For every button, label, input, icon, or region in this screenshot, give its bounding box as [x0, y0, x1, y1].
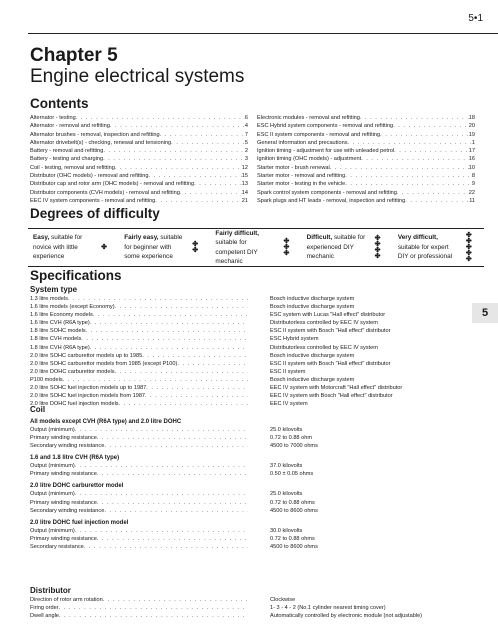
difficulty-level: [302, 229, 393, 266]
spec-leader-dots: [90, 344, 248, 352]
spec-value: Bosch inductive discharge system: [270, 304, 355, 311]
spanner-icon: ✤: [465, 249, 472, 257]
spec-leader-dots: [93, 311, 248, 319]
toc-entry-label: Alternator - testing: [30, 115, 76, 121]
spec-key: Secondary winding resistance: [30, 443, 105, 450]
toc-entry: [30, 122, 248, 130]
difficulty-name: Easy,: [33, 234, 50, 242]
spec-value: 4500 to 7000 ohms: [270, 443, 318, 450]
spec-leader-dots: [97, 499, 248, 507]
spec-value: 0.72 to 0.88 ohm: [270, 435, 312, 442]
contents-right-column: [257, 114, 475, 205]
spec-key: 2.0 litre SOHC carburettor models up to 1985: [30, 352, 143, 359]
toc-leader-dots: [345, 172, 472, 180]
toc-leader-dots: [345, 180, 472, 188]
toc-entry-page: 22: [468, 189, 475, 196]
toc-entry-label: Battery - removal and refitting: [30, 148, 104, 155]
spanner-rating: [186, 242, 204, 254]
chapter-title: Engine electrical systems: [30, 66, 245, 87]
toc-entry-label: General information and precautions: [257, 139, 348, 146]
spec-leader-dots: [75, 462, 248, 470]
spec-key: 1.6 litre Economy models: [30, 312, 93, 319]
spec-key: 1.3 litre models: [30, 296, 68, 302]
difficulty-level: [210, 229, 301, 266]
difficulty-level: [119, 229, 210, 266]
toc-entry-page: 7: [244, 131, 248, 138]
difficulty-detail: suitable for competent DIY mechanic: [215, 239, 258, 265]
spec-row: [30, 527, 470, 535]
toc-entry: [30, 147, 248, 155]
difficulty-description: [215, 229, 275, 267]
toc-leader-dots: [155, 197, 241, 205]
spec-key-cell: [30, 596, 248, 604]
spec-leader-dots: [103, 596, 248, 604]
spec-value: 0.50 ± 0.05 ohms: [270, 471, 314, 478]
spanner-icon: ✤: [374, 246, 381, 254]
spec-row: [30, 462, 470, 470]
spec-value: 0.72 to 0.88 ohms: [270, 499, 315, 506]
spec-leader-dots: [84, 543, 248, 551]
spec-row: [30, 295, 470, 303]
toc-entry-label: Spark control system components - removal and refitting: [257, 189, 397, 196]
toc-leader-dots: [160, 131, 245, 139]
spec-row: [30, 490, 470, 498]
spec-key-cell: [30, 344, 248, 352]
distributor-heading: Distributor: [30, 586, 71, 595]
spec-key: Output (minimum): [30, 527, 75, 534]
difficulty-name: Fairly easy,: [124, 234, 159, 242]
toc-entry-page: 8: [471, 173, 475, 180]
spec-key-cell: [30, 360, 248, 368]
spec-value: Distributorless controlled by EEC IV system: [270, 344, 378, 351]
spec-value: ESC II system: [270, 368, 306, 375]
toc-entry-label: Starter motor - removal and refitting: [257, 173, 346, 180]
difficulty-detail: suitable for expert DIY or professional: [397, 243, 453, 261]
difficulty-heading: Degrees of difficulty: [30, 206, 160, 221]
spec-value: 0.72 to 0.88 ohms: [270, 535, 315, 542]
toc-entry-label: Distributor components (CVH models) - removal and refitting: [30, 189, 180, 196]
spec-row: [30, 392, 470, 400]
spec-key-cell: [30, 499, 248, 507]
spec-key-cell: [30, 462, 248, 470]
spec-key: P100 models: [30, 376, 63, 383]
chapter-label: Chapter 5: [30, 45, 118, 66]
toc-entry: [257, 197, 475, 205]
spec-key-cell: [30, 392, 248, 400]
spec-row: [30, 352, 470, 360]
toc-leader-dots: [194, 180, 242, 188]
toc-entry-label: Electronic modules - removal and refitting: [257, 115, 360, 121]
spec-key-cell: [30, 434, 248, 442]
toc-leader-dots: [380, 131, 469, 139]
toc-entry: [257, 172, 475, 180]
toc-leader-dots: [405, 197, 469, 205]
toc-entry: [257, 164, 475, 172]
toc-entry-page: 14: [241, 189, 248, 196]
toc-leader-dots: [330, 164, 469, 172]
toc-entry: [257, 189, 475, 197]
spec-key-cell: [30, 319, 248, 327]
toc-leader-dots: [361, 155, 469, 163]
spec-leader-dots: [97, 434, 248, 442]
spanner-icon: ✤: [465, 243, 472, 251]
spec-value: 4500 to 8600 ohms: [270, 507, 318, 514]
spanner-icon: ✤: [465, 231, 472, 239]
spec-leader-dots: [145, 392, 248, 400]
spec-value: ESC system with Lucas "Hall effect" distributor: [270, 312, 386, 319]
toc-entry-label: Battery - testing and charging: [30, 156, 104, 163]
spanner-rating: [95, 245, 113, 251]
spec-row: [30, 442, 470, 450]
difficulty-name: Fairly difficult,: [215, 229, 260, 237]
toc-entry: [257, 155, 475, 163]
system-type-heading: System type: [30, 285, 78, 294]
spec-row: [30, 535, 470, 543]
spec-key-cell: [30, 303, 248, 311]
spec-leader-dots: [90, 319, 248, 327]
spec-value: ESC Hybrid system: [270, 336, 319, 343]
toc-entry-label: Distributor cap and rotor arm (OHC models) - removal and refitting: [30, 181, 195, 188]
toc-entry-label: Alternator - removal and refitting: [30, 123, 110, 130]
toc-entry: [257, 139, 475, 147]
spec-key-cell: [30, 295, 248, 303]
spec-row: [30, 543, 470, 551]
toc-entry: [30, 189, 248, 197]
spec-value: Bosch inductive discharge system: [270, 296, 355, 302]
toc-leader-dots: [76, 114, 245, 122]
toc-entry-page: 6: [244, 115, 248, 121]
difficulty-level: [28, 229, 119, 266]
toc-entry-label: ESC Hybrid system components - removal and refitting: [257, 123, 394, 130]
toc-entry-page: 4: [244, 123, 248, 130]
spec-leader-dots: [97, 470, 248, 478]
toc-entry: [257, 180, 475, 188]
coil-group-title: 2.0 litre DOHC fuel injection model: [30, 519, 129, 526]
toc-entry-page: 15: [241, 173, 248, 180]
toc-entry-label: Ignition timing (OHC models) - adjustment: [257, 156, 362, 163]
difficulty-description: [307, 233, 367, 262]
spanner-rating: [460, 233, 478, 263]
toc-entry-label: Spark plugs and HT leads - removal, inspection and refitting: [257, 197, 406, 204]
spec-key-cell: [30, 543, 248, 551]
spec-row: [30, 311, 470, 319]
toc-entry-page: 17: [468, 148, 475, 155]
spec-value: ESC II system with Bosch "Hall effect" distributor: [270, 360, 391, 367]
spanner-icon: ✤: [283, 243, 290, 251]
spec-value: Bosch inductive discharge system: [270, 352, 355, 359]
toc-entry-page: 3: [244, 156, 248, 163]
spec-row: [30, 360, 470, 368]
spec-leader-dots: [86, 327, 248, 335]
spec-value: 25.0 kilovolts: [270, 427, 303, 433]
toc-entry-page: 1: [471, 139, 475, 146]
spec-key: 1.8 litre CVH (R6A type): [30, 344, 90, 351]
spec-leader-dots: [75, 527, 248, 535]
spec-value: 30.0 kilovolts: [270, 527, 303, 534]
spanner-icon: ✤: [283, 237, 290, 245]
spec-row: [30, 434, 470, 442]
toc-entry-label: Ignition timing - adjustment for use with unleaded petrol: [257, 148, 395, 155]
spec-value: Automatically controlled by electronic module (not adjustable): [270, 613, 423, 620]
spec-value: Clockwise: [270, 597, 296, 603]
spec-key: Primary winding resistance: [30, 435, 97, 442]
toc-leader-dots: [397, 189, 469, 197]
spec-row: [30, 612, 470, 620]
toc-entry-label: Starter motor - testing in the vehicle: [257, 181, 346, 188]
toc-leader-dots: [180, 189, 242, 197]
spec-key: Firing order: [30, 605, 59, 612]
toc-leader-dots: [348, 139, 472, 147]
system-type-section: [30, 282, 470, 408]
toc-entry: [30, 164, 248, 172]
spec-key-cell: [30, 470, 248, 478]
coil-group-title: All models except CVH (R6A type) and 2.0 litre DOHC: [30, 419, 182, 425]
toc-entry-label: Starter motor - brush renewal: [257, 164, 330, 171]
spec-value: EEC IV system with Motorcraft "Hall effect" distributor: [270, 385, 403, 392]
toc-leader-dots: [360, 114, 469, 122]
spec-key: Dwell angle: [30, 613, 59, 620]
coil-heading: Coil: [30, 405, 46, 414]
spec-key-cell: [30, 490, 248, 498]
spec-key-cell: [30, 604, 248, 612]
difficulty-detail: suitable for novice with little experience: [33, 234, 83, 261]
difficulty-description: [398, 233, 458, 262]
spec-leader-dots: [75, 426, 248, 434]
header-rule: [28, 33, 498, 34]
difficulty-description: [124, 233, 184, 262]
spec-value: EEC IV system with Bosch "Hall effect" distributor: [270, 393, 393, 400]
spec-row: [30, 327, 470, 335]
difficulty-detail: suitable for experienced DIY mechanic: [306, 234, 366, 261]
spec-key-cell: [30, 384, 248, 392]
spec-leader-dots: [146, 384, 248, 392]
spec-value: 25.0 kilovolts: [270, 491, 303, 498]
spec-leader-dots: [104, 442, 248, 450]
difficulty-description: [33, 233, 93, 262]
toc-entry-label: Alternator drivebelt(s) - checking, renewal and tensioning: [30, 139, 172, 146]
spec-leader-dots: [177, 360, 248, 368]
toc-entry-page: 21: [241, 197, 248, 204]
toc-leader-dots: [103, 147, 245, 155]
spanner-icon: ✤: [374, 240, 381, 248]
difficulty-name: Very difficult,: [397, 234, 438, 242]
toc-entry: [257, 114, 475, 122]
toc-leader-dots: [148, 172, 241, 180]
coil-group-title: 2.0 litre DOHC carburettor model: [30, 483, 124, 490]
toc-leader-dots: [171, 139, 245, 147]
spec-value: 37.0 kilovolts: [270, 463, 303, 470]
spec-value: Bosch inductive discharge system: [270, 376, 355, 383]
spec-row: [30, 344, 470, 352]
toc-entry-page: 12: [241, 164, 248, 171]
spec-leader-dots: [142, 352, 248, 360]
spec-value: 4500 to 8600 ohms: [270, 543, 318, 550]
spec-key-cell: [30, 352, 248, 360]
spec-row: [30, 596, 470, 604]
toc-entry-label: EEC IV system components - removal and refitting: [30, 197, 156, 204]
toc-entry: [30, 155, 248, 163]
spec-leader-dots: [63, 376, 248, 384]
toc-entry: [257, 147, 475, 155]
toc-entry-page: 18: [468, 115, 475, 121]
page-number: 5•1: [468, 13, 483, 24]
spec-leader-dots: [115, 303, 248, 311]
spec-value: EEC IV system: [270, 401, 308, 408]
spanner-rating: [277, 239, 295, 257]
spanner-icon: ✤: [465, 237, 472, 245]
toc-entry: [30, 131, 248, 139]
difficulty-table: [28, 228, 484, 267]
toc-entry-label: ESC II system components - removal and refitting: [257, 131, 381, 138]
toc-leader-dots: [103, 155, 245, 163]
spec-key: Output (minimum): [30, 491, 75, 498]
spec-key-cell: [30, 535, 248, 543]
spec-key: Output (minimum): [30, 427, 75, 433]
spec-row: [30, 335, 470, 343]
spec-key-cell: [30, 311, 248, 319]
spec-row: [30, 303, 470, 311]
toc-entry-page: 16: [468, 156, 475, 163]
coil-group-title: 1.6 and 1.8 litre CVH (R6A type): [30, 455, 120, 462]
spec-key: 1.8 litre CVH models: [30, 336, 82, 343]
toc-leader-dots: [393, 122, 469, 130]
difficulty-detail: suitable for beginner with some experience: [124, 234, 183, 261]
toc-entry-page: 19: [468, 131, 475, 138]
spec-key: 1.8 litre SOHC models: [30, 328, 86, 335]
spec-row: [30, 426, 470, 434]
spec-key-cell: [30, 527, 248, 535]
toc-entry-page: 2: [244, 148, 248, 155]
spanner-icon: ✤: [374, 234, 381, 242]
toc-entry: [30, 139, 248, 147]
contents-left-column: [30, 114, 248, 205]
spec-leader-dots: [75, 490, 248, 498]
specifications-heading: Specifications: [30, 268, 122, 283]
spec-key: Secondary winding resistance: [30, 507, 105, 514]
spec-key: Output (minimum): [30, 463, 75, 470]
spec-key: 1.6 litre CVH (R6A type): [30, 320, 90, 327]
distributor-section: [30, 583, 470, 620]
spec-key: Direction of rotor arm rotation: [30, 597, 103, 603]
toc-entry: [257, 122, 475, 130]
spec-leader-dots: [97, 535, 248, 543]
spec-row: [30, 507, 470, 515]
toc-entry-page: 10: [468, 164, 475, 171]
toc-entry-label: Coil - testing, removal and refitting: [30, 164, 115, 171]
spec-row: [30, 368, 470, 376]
spec-value: 1- 3 - 4 - 2 (No.1 cylinder nearest timing cover): [270, 605, 386, 612]
toc-entry-page: 11: [469, 197, 475, 204]
toc-entry: [30, 172, 248, 180]
spec-key-cell: [30, 376, 248, 384]
spanner-icon: ✤: [101, 243, 107, 251]
difficulty-level: [393, 229, 484, 266]
toc-entry: [30, 197, 248, 205]
spec-key: Primary winding resistance: [30, 535, 97, 542]
spanner-icon: ✤: [192, 246, 199, 254]
toc-entry: [30, 114, 248, 122]
spec-key-cell: [30, 335, 248, 343]
toc-entry-label: Alternator brushes - removal, inspection and refitting: [30, 131, 160, 138]
toc-entry-page: 9: [471, 181, 475, 188]
toc-entry-label: Distributor (OHC models) - removal and refitting: [30, 173, 149, 180]
contents-heading: Contents: [30, 96, 89, 111]
spanner-icon: ✤: [465, 255, 472, 263]
spec-key-cell: [30, 507, 248, 515]
spec-row: [30, 604, 470, 612]
coil-section: [30, 402, 470, 551]
spec-key-cell: [30, 327, 248, 335]
spec-row: [30, 384, 470, 392]
spec-key-cell: [30, 368, 248, 376]
spec-row: [30, 470, 470, 478]
spanner-icon: ✤: [374, 252, 381, 260]
toc-leader-dots: [394, 147, 469, 155]
toc-entry-page: 5: [244, 139, 248, 146]
spanner-rating: [369, 236, 387, 260]
spec-row: [30, 319, 470, 327]
chapter-tab: 5: [472, 303, 498, 323]
spec-key: 2.0 litre SOHC fuel injection models from 1987: [30, 393, 146, 400]
toc-leader-dots: [110, 122, 245, 130]
toc-entry: [257, 131, 475, 139]
spec-key: 2.0 litre DOHC carburettor models: [30, 368, 115, 375]
spec-value: ESC II system with Bosch "Hall effect" distributor: [270, 328, 391, 335]
spec-key: 2.0 litre SOHC fuel injection models up to 1987: [30, 385, 147, 392]
spec-row: [30, 376, 470, 384]
spec-leader-dots: [59, 612, 248, 620]
spec-leader-dots: [81, 335, 248, 343]
spec-key: 2.0 litre DOHC fuel injection models: [30, 401, 119, 408]
toc-entry: [30, 180, 248, 188]
spec-value: Distributorless controlled by EEC IV system: [270, 320, 378, 327]
toc-leader-dots: [115, 164, 242, 172]
spec-key: Primary winding resistance: [30, 471, 97, 478]
spec-leader-dots: [115, 368, 248, 376]
spec-key: Primary winding resistance: [30, 499, 97, 506]
difficulty-name: Difficult,: [306, 234, 333, 242]
spec-leader-dots: [68, 295, 248, 303]
spec-leader-dots: [59, 604, 248, 612]
spanner-icon: ✤: [283, 249, 290, 257]
toc-entry-page: 13: [241, 181, 248, 188]
spec-row: [30, 499, 470, 507]
spec-key-cell: [30, 612, 248, 620]
spec-key: 2.0 litre SOHC carburettor models from 1985 (except P100): [30, 360, 178, 367]
spec-key-cell: [30, 442, 248, 450]
spec-leader-dots: [104, 507, 248, 515]
spec-key: Secondary resistance: [30, 543, 84, 550]
spec-key-cell: [30, 426, 248, 434]
toc-entry-page: 20: [468, 123, 475, 130]
spanner-icon: ✤: [192, 240, 199, 248]
spec-key: 1.6 litre models (except Economy): [30, 304, 115, 311]
